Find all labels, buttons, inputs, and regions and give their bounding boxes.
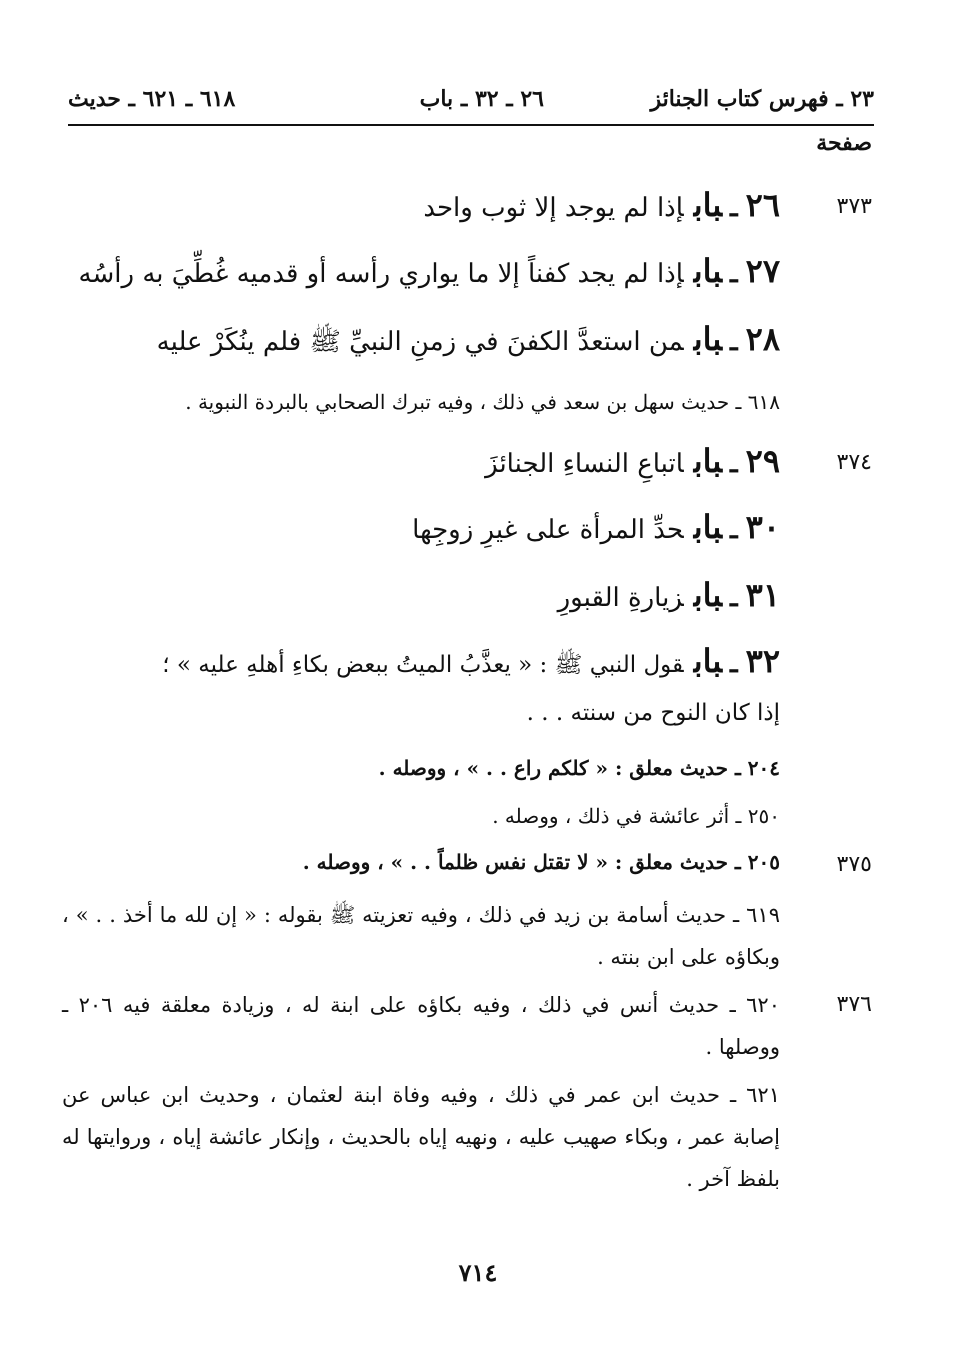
bab-heading bbox=[84, 320, 780, 363]
bab-number: ٢٦ bbox=[745, 186, 780, 224]
hadith-entry: ٢٥٠ ـ أثر عائشة في ذلك ، ووصله . bbox=[492, 804, 780, 828]
hadith-entry: ٦٢١ ـ حديث ابن عمر في ذلك ، وفيه وفاة ابنة لعثمان ، وحديث ابن عباس عن إصابة عمر ، وبكاء صهيب عليه ، ونهيه إياه بالحديث ، وإنكار عائشة إياه ، وروايتها له بلفظ آخر . bbox=[62, 1083, 780, 1191]
bab-heading bbox=[84, 186, 780, 224]
bab-heading bbox=[84, 576, 780, 614]
dash: ـ bbox=[730, 515, 738, 545]
dash: ـ bbox=[730, 449, 738, 479]
hadith-entry: ٢٠٥ ـ حديث معلق : « لا تقتل نفس ظلماً . . » ، ووصله . bbox=[302, 850, 780, 874]
bab-heading bbox=[84, 442, 780, 480]
dash: ـ bbox=[730, 259, 738, 289]
bab-heading bbox=[84, 508, 780, 546]
bab-title: قول النبي ﷺ : « يعذَّبُ الميتُ ببعض بكاءِ أهلهِ عليه » ؛ bbox=[162, 652, 684, 678]
bab-title: إذا لم يوجد إلا ثوب واحد bbox=[423, 193, 684, 223]
header-rule bbox=[68, 124, 874, 126]
bab-word: باب bbox=[693, 508, 722, 546]
bab-word: باب bbox=[693, 320, 722, 358]
bab-word: باب bbox=[693, 186, 722, 224]
bab-title: زيارةِ القبورِ bbox=[557, 583, 684, 613]
bab-title: حدِّ المرأة على غيرِ زوجِها bbox=[412, 515, 684, 545]
bab-word: باب bbox=[693, 576, 722, 614]
header-hadith-range: ٦١٨ ـ ٦٢١ ـ حديث bbox=[68, 86, 236, 112]
page-number: ٣٧٦ bbox=[836, 992, 872, 1017]
bab-word: باب bbox=[693, 252, 722, 290]
header-bab-range: ٢٦ ـ ٣٢ ـ باب bbox=[419, 86, 544, 112]
dash: ـ bbox=[730, 649, 738, 679]
bab-number: ٣٢ bbox=[745, 642, 780, 680]
hadith-entry: ٢٠٤ ـ حديث معلق : « كلكم راع . . » ، ووصله . bbox=[378, 756, 780, 780]
page-folio-number: ٧١٤ bbox=[458, 1258, 498, 1287]
running-header bbox=[68, 82, 874, 122]
bab-heading bbox=[78, 252, 780, 290]
bab-number: ٣١ bbox=[745, 576, 780, 614]
page-number: ٣٧٤ bbox=[836, 450, 872, 475]
bab-heading bbox=[62, 642, 780, 684]
bab-number: ٢٩ bbox=[745, 442, 780, 480]
bab-title: اتباعِ النساءِ الجنائزَ bbox=[485, 449, 684, 479]
page-column-label: صفحة bbox=[816, 130, 872, 156]
bab-number: ٢٧ bbox=[745, 252, 780, 290]
bab-number: ٢٨ bbox=[745, 320, 780, 358]
hadith-entry: ٦١٩ ـ حديث أسامة بن زيد في ذلك ، وفيه تعزيته ﷺ بقوله : « إن لله ما أخذ . . » ، وبكاؤه على ابن بنته . bbox=[62, 903, 780, 969]
dash: ـ bbox=[730, 583, 738, 613]
hadith-entry: ٦٢٠ ـ حديث أنس في ذلك ، وفيه بكاؤه على ابنة له ، وزيادة معلقة فيه ٢٠٦ ـ ووصلها . bbox=[62, 993, 780, 1059]
header-chapter-title: ٢٣ ـ فهرس كتاب الجنائز bbox=[650, 86, 874, 112]
bab-word: باب bbox=[693, 642, 722, 680]
bab-word: باب bbox=[693, 442, 722, 480]
dash: ـ bbox=[730, 193, 738, 223]
bab-title: من استعدَّ الكفنَ في زمنِ النبيِّ ﷺ فلم ينُكَرْ عليه bbox=[156, 327, 684, 357]
bab-title: إذا لم يجد كفناً إلا ما يواري رأسه أو قدميه غُطِّيَ به رأسُه bbox=[78, 259, 684, 289]
page-number: ٣٧٣ bbox=[836, 194, 872, 219]
dash: ـ bbox=[730, 327, 738, 357]
bab-title-continuation: إذا كان النوح من سنته . . . bbox=[526, 700, 780, 726]
hadith-entry: ٦١٨ ـ حديث سهل بن سعد في ذلك ، وفيه تبرك الصحابي بالبردة النبوية . bbox=[185, 390, 780, 414]
page-number: ٣٧٥ bbox=[836, 852, 872, 877]
bab-number: ٣٠ bbox=[745, 508, 780, 546]
